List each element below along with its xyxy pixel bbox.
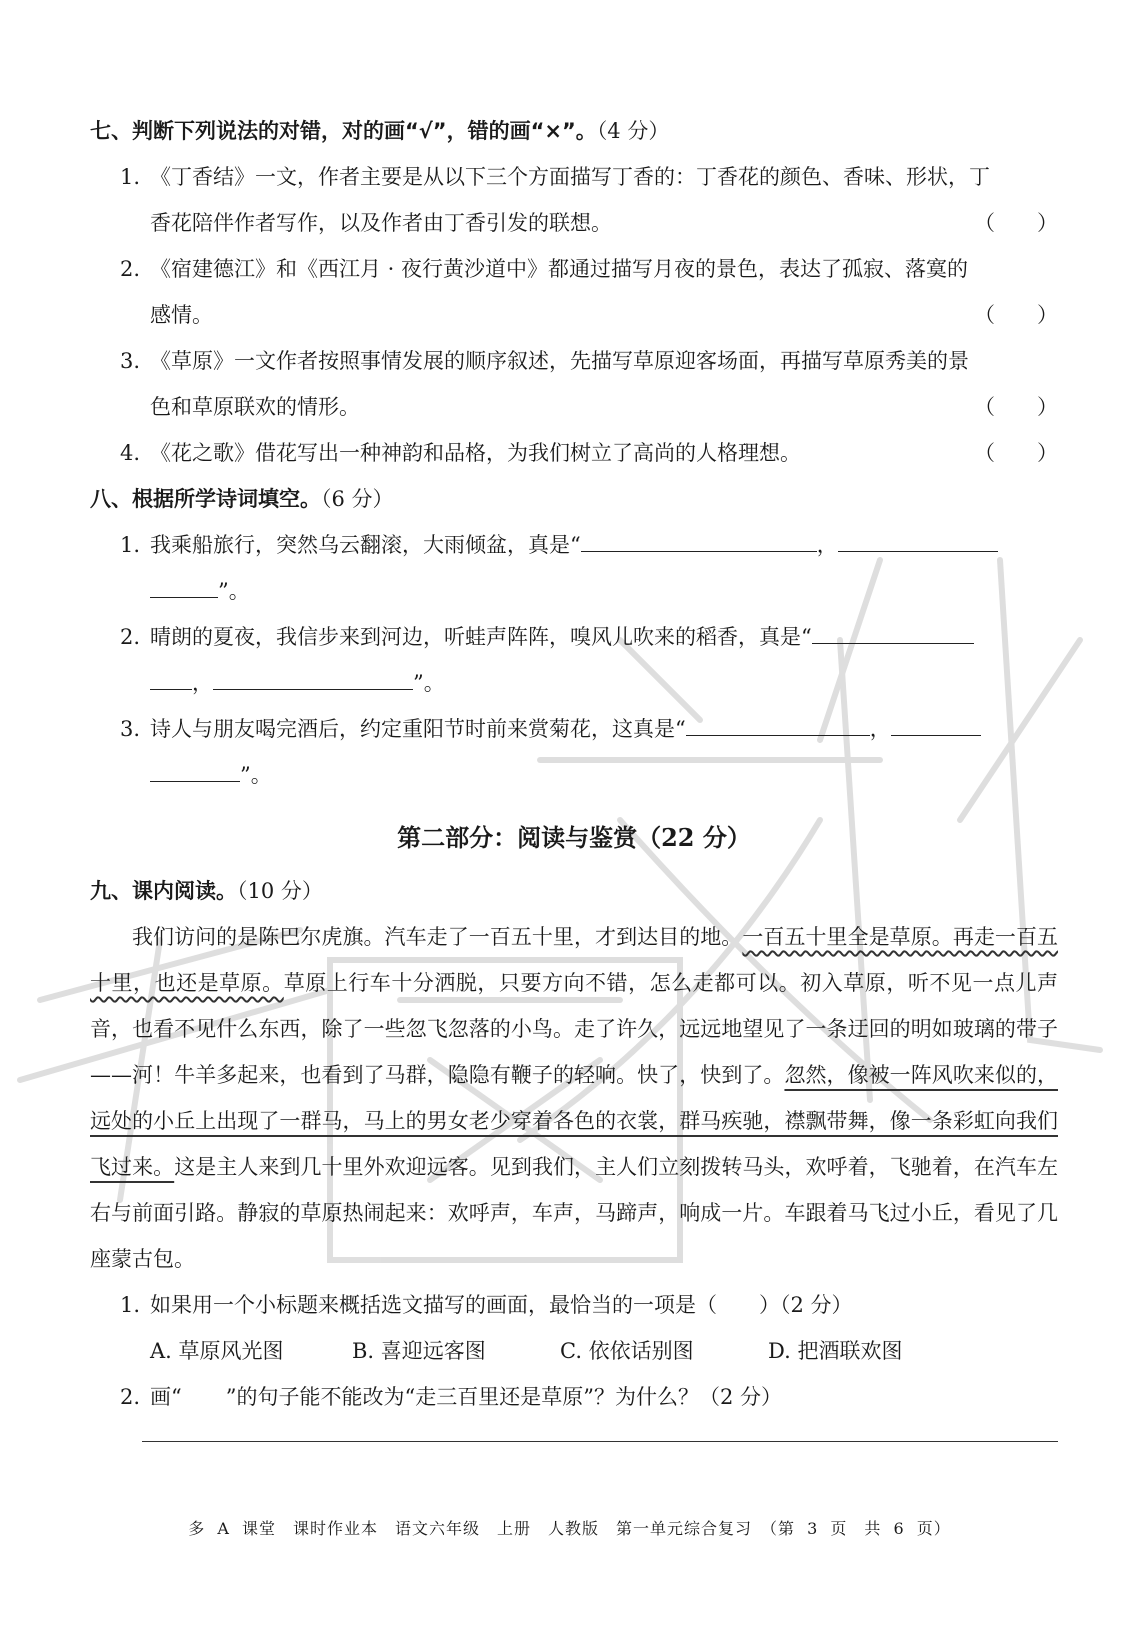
blank-line[interactable] [838, 523, 998, 552]
answer-parentheses[interactable]: （ ） [974, 441, 1058, 465]
worksheet-content [90, 108, 1058, 1420]
punct: ， [869, 717, 891, 741]
section8-title: 八、根据所学诗词填空。 [90, 487, 321, 511]
part2-title: 第二部分：阅读与鉴赏（22 分） [397, 823, 751, 852]
option-c[interactable]: C. 依依话别图 [560, 1339, 694, 1363]
item-number: 1. [120, 165, 141, 189]
blank-line[interactable] [150, 569, 218, 598]
section9-heading [90, 868, 1058, 914]
item-number: 4. [120, 441, 141, 465]
item-number: 3. [120, 717, 141, 741]
item-text: 我乘船旅行，突然乌云翻滚，大雨倾盆，真是“ [150, 533, 581, 557]
passage-text: 这是主人来到几十里外欢迎远客。见到我们，主人们立刻拨转马头，欢呼着，飞驰着，在汽车左右与前面引路。静寂的草原热闹起来：欢呼声，车声，马蹄声，响成一片。车跟着马飞过小丘，看见了几座蒙古包。 [90, 1155, 1059, 1271]
item-text: 《丁香结》一文，作者主要是从以下三个方面描写丁香的：丁香花的颜色、香味、形状，丁 [150, 165, 990, 189]
item-text: 《宿建德江》和《西江月 · 夜行黄沙道中》都通过描写月夜的景色，表达了孤寂、落寞的 [150, 257, 969, 281]
reading-passage [90, 914, 1058, 1282]
section8-points: （6 分） [321, 487, 394, 511]
section7-title: 七、判断下列说法的对错，对的画“√”，错的画“×”。 [90, 119, 597, 143]
judge-item-1 [90, 154, 1058, 246]
punct: ”。 [413, 671, 445, 695]
fill-item-3 [90, 706, 1058, 798]
item-number: 3. [120, 349, 141, 373]
item-number: 2. [120, 1385, 141, 1409]
punct: ”。 [218, 579, 250, 603]
fill-item-1 [90, 522, 1058, 614]
blank-line[interactable] [213, 661, 413, 690]
section7-heading [90, 108, 1058, 154]
punct: ”。 [240, 763, 272, 787]
section9-points: （10 分） [237, 879, 323, 903]
item-number: 2. [120, 625, 141, 649]
punct: ， [192, 671, 213, 695]
answer-parentheses[interactable]: （ ） [974, 211, 1058, 235]
fill-item-2 [90, 614, 1058, 706]
question-text: ”的句子能不能改为“走三百里还是草原”？为什么？（2 分） [225, 1385, 782, 1409]
answer-parentheses[interactable]: （ ） [974, 303, 1058, 327]
passage-text: 草原上行车十分洒脱，只要方向不错，怎么走都可以。初入草原，听不见一点儿声音，也看不见什么东西，除了一些忽飞忽落的小鸟。走了许久，远远地望见了一条迂回的明如玻璃的带子——河！牛羊多起来，也看到了马群，隐隐有鞭子的轻响。快了，快到了。 [90, 971, 1059, 1087]
answer-options [90, 1328, 1058, 1374]
section9-title: 九、课内阅读。 [90, 879, 237, 903]
question-1 [90, 1282, 1058, 1328]
section7-points: （4 分） [596, 119, 670, 143]
item-text-cont: 香花陪伴作者写作，以及作者由丁香引发的联想。 [150, 211, 612, 235]
judge-item-2 [90, 246, 1058, 338]
answer-line[interactable] [142, 1441, 1058, 1442]
blank-line[interactable] [812, 615, 974, 644]
option-a[interactable]: A. 草原风光图 [150, 1339, 284, 1363]
punct: ， [816, 533, 838, 557]
blank-line[interactable] [581, 523, 817, 552]
blank-line[interactable] [686, 707, 870, 736]
blank-line[interactable] [150, 661, 192, 690]
option-b[interactable]: B. 喜迎远客图 [352, 1339, 486, 1363]
item-number: 1. [120, 533, 141, 557]
item-text: 《草原》一文作者按照事情发展的顺序叙述，先描写草原迎客场面，再描写草原秀美的景 [150, 349, 969, 373]
item-text-cont: 色和草原联欢的情形。 [150, 395, 360, 419]
wavy-underlined-sentence: 一百五十里全是草原。再走一百五十里，也还是草原。 [90, 925, 1059, 995]
blank-line[interactable] [150, 753, 240, 782]
section8-heading [90, 476, 1058, 522]
wavy-line-symbol [182, 1374, 226, 1420]
question-text: 画“ [150, 1385, 182, 1409]
passage-text: 我们访问的是陈巴尔虎旗。汽车走了一百五十里，才到达目的地。 [132, 925, 743, 949]
item-number: 1. [120, 1293, 141, 1317]
item-text: 《花之歌》借花写出一种神韵和品格，为我们树立了高尚的人格理想。 [150, 441, 801, 465]
judge-item-4 [90, 430, 1058, 476]
question-text: 如果用一个小标题来概括选文描写的画面，最恰当的一项是（ ）（2 分） [150, 1293, 853, 1317]
item-number: 2. [120, 257, 141, 281]
item-text: 晴朗的夏夜，我信步来到河边，听蛙声阵阵，嗅风儿吹来的稻香，真是“ [150, 625, 812, 649]
item-text: 诗人与朋友喝完酒后，约定重阳节时前来赏菊花，这真是“ [150, 717, 686, 741]
underlined-sentence: 忽然，像被一阵风吹来似的，远处的小丘上出现了一群马，马上的男女老少穿着各色的衣裳，群马疾驰，襟飘带舞，像一条彩虹向我们飞过来。 [90, 1063, 1058, 1179]
answer-parentheses[interactable]: （ ） [974, 395, 1058, 419]
item-text-cont: 感情。 [150, 303, 213, 327]
page-footer: 多 A 课堂 课时作业本 语文六年级 上册 人教版 第一单元综合复习 （第 3 页 共 6 页） [188, 1519, 951, 1538]
question-2 [90, 1374, 1058, 1420]
blank-line[interactable] [891, 707, 981, 736]
option-d[interactable]: D. 把酒联欢图 [768, 1339, 903, 1363]
judge-item-3 [90, 338, 1058, 430]
